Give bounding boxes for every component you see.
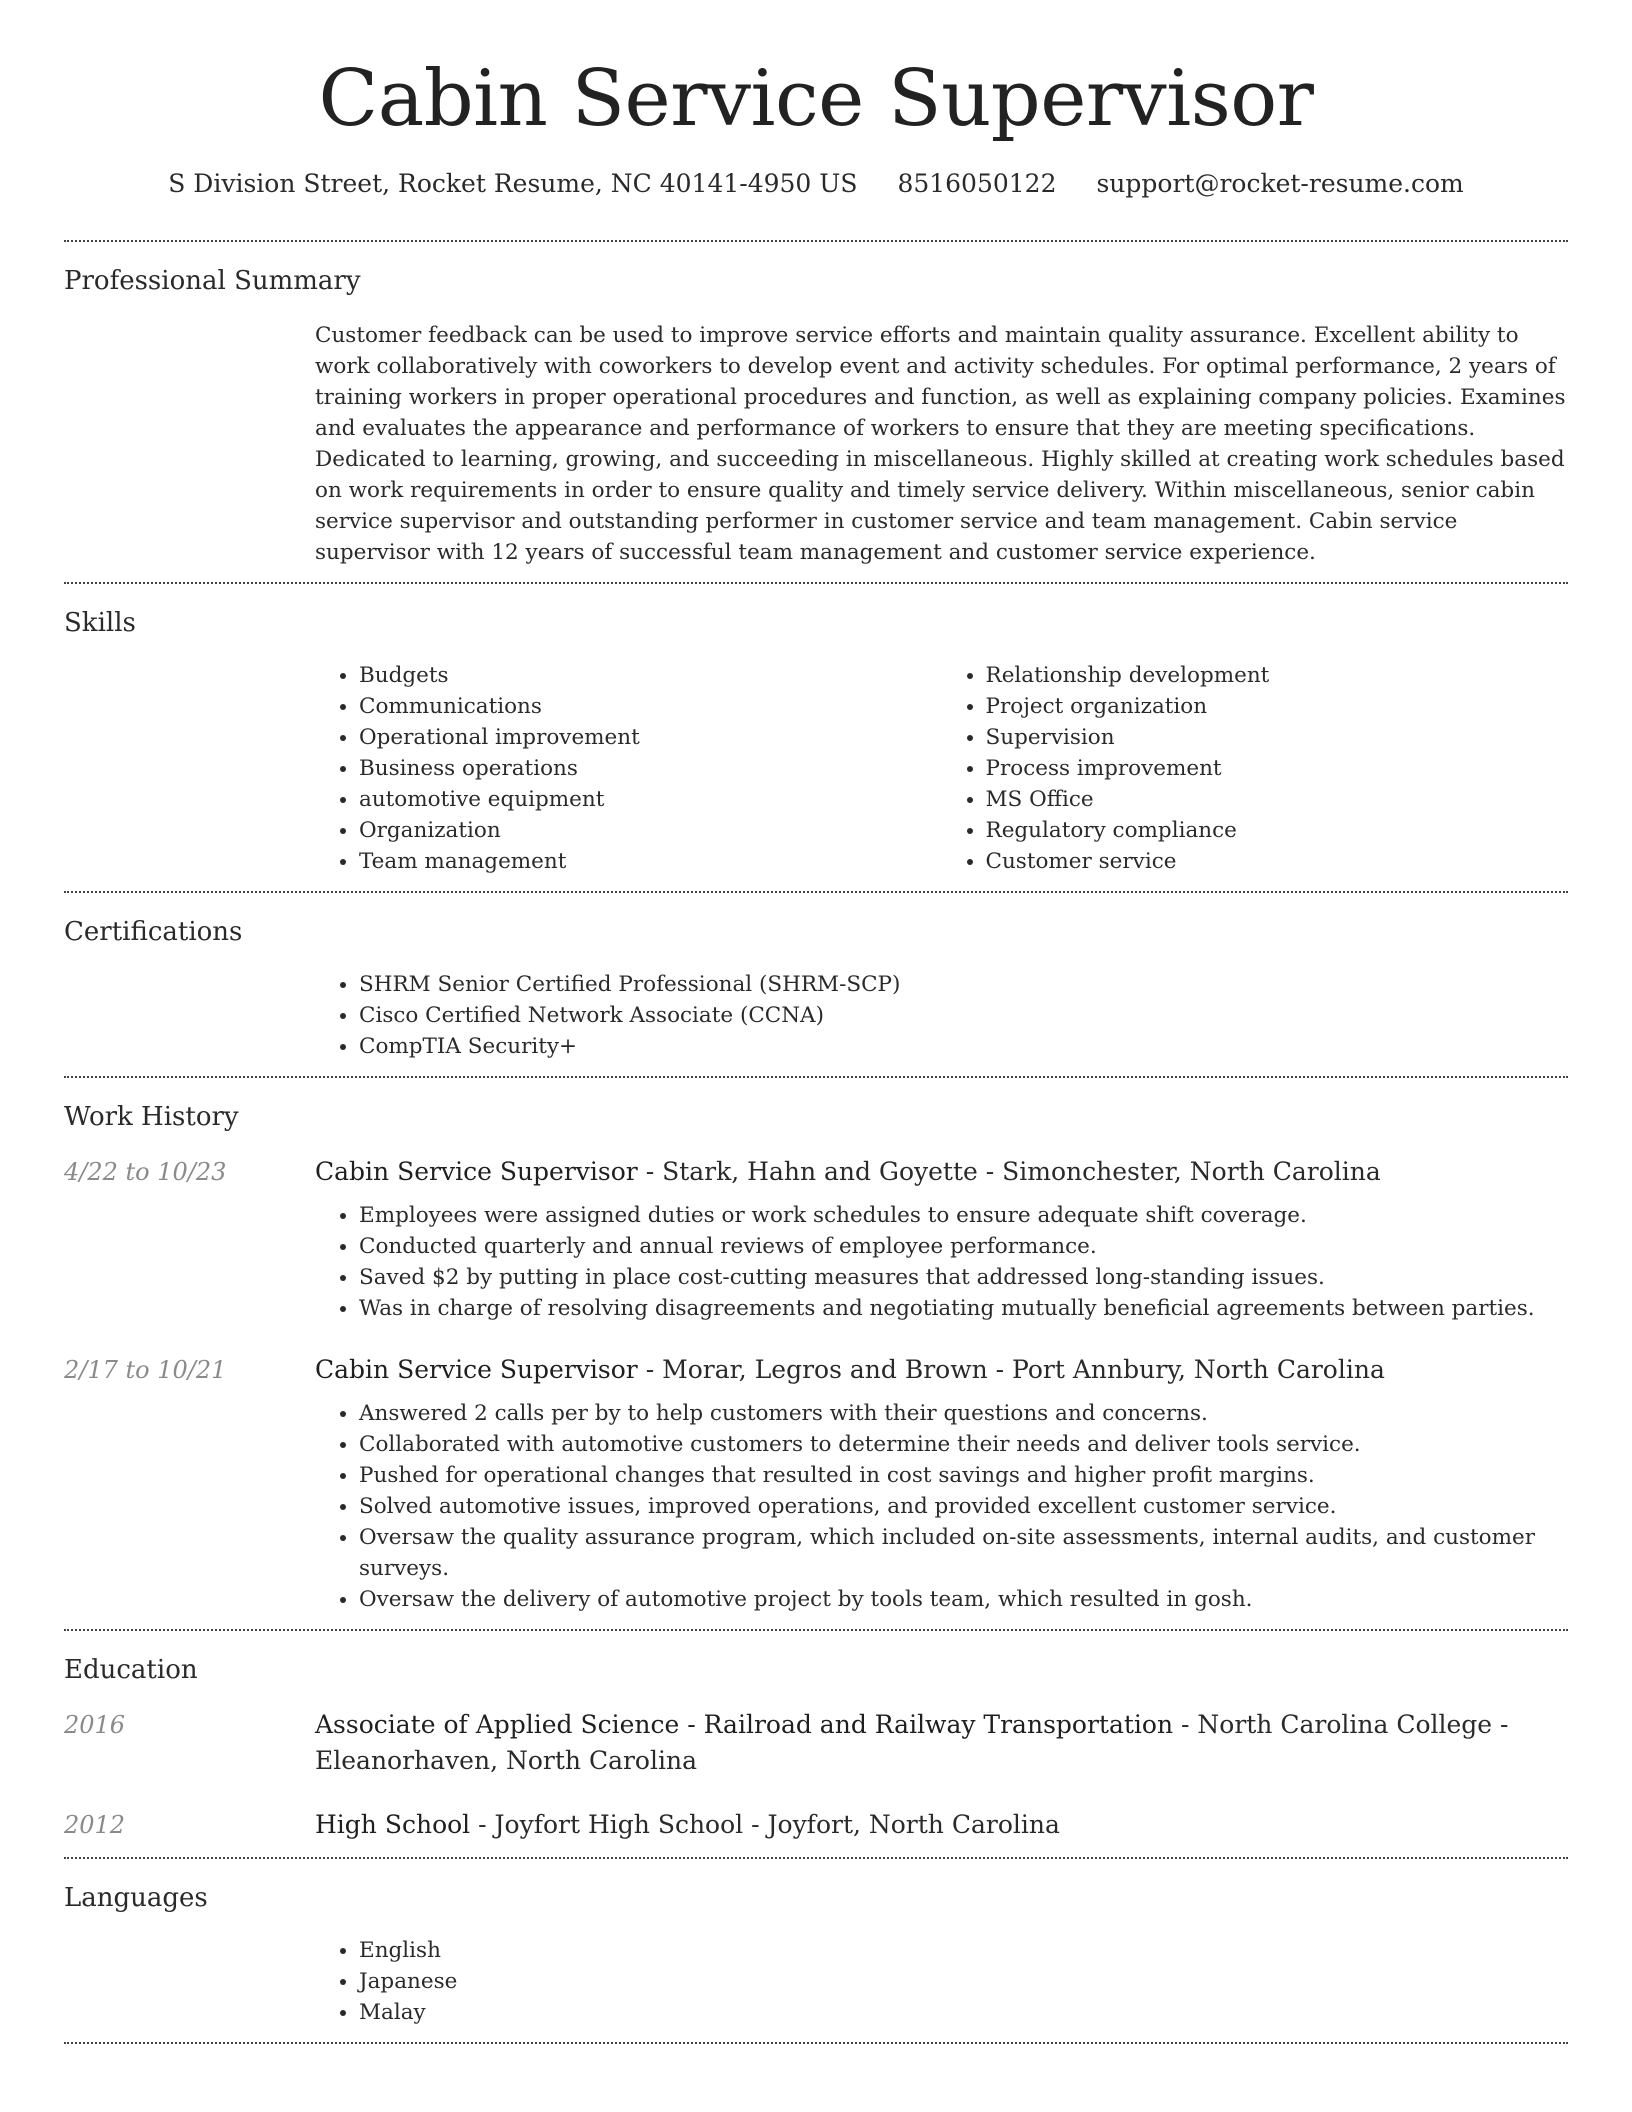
list-item: • Oversaw the delivery of automotive project by tools team, which resulted in gosh. — [359, 1584, 1568, 1615]
education-body — [315, 1707, 1568, 1779]
list-item: • Team management — [359, 846, 942, 877]
contact-address: S Division Street, Rocket Resume, NC 40141-4950 US — [168, 169, 858, 198]
job-employer: - Morar, Legros and Brown - Port Annbury, North Carolina — [637, 1355, 1385, 1384]
education-school: - Joyfort High School - Joyfort, North Carolina — [470, 1810, 1060, 1839]
languages-block — [315, 1915, 1568, 2042]
resume-header — [64, 0, 1568, 200]
skills-grid — [315, 640, 1568, 891]
job-role: Cabin Service Supervisor — [315, 1157, 638, 1186]
languages-list — [315, 1935, 1568, 2028]
job-employer: - Stark, Hahn and Goyette - Simonchester, North Carolina — [637, 1157, 1381, 1186]
contact-email: support@rocket-resume.com — [1096, 169, 1464, 198]
list-item: • Regulatory compliance — [986, 815, 1569, 846]
job-title-line — [315, 1352, 1568, 1388]
education-date: 2016 — [64, 1711, 126, 1739]
job-body — [315, 1154, 1568, 1324]
list-item: • Answered 2 calls per by to help customers with their questions and concerns. — [359, 1398, 1568, 1429]
list-item: • Saved $2 by putting in place cost-cutting measures that addressed long-standing issues. — [359, 1262, 1568, 1293]
section-work-history — [64, 1078, 1568, 1629]
skills-list-left — [315, 660, 942, 877]
list-item: • CompTIA Security+ — [359, 1031, 1568, 1062]
education-date: 2012 — [64, 1811, 126, 1839]
education-school: - North Carolina College - Eleanorhaven, North Carolina — [315, 1710, 1509, 1775]
list-item: • Employees were assigned duties or work schedules to ensure adequate shift coverage. — [359, 1200, 1568, 1231]
list-item: • automotive equipment — [359, 784, 942, 815]
section-title: Certifications — [64, 917, 243, 947]
list-item: • Business operations — [359, 753, 942, 784]
list-item: • Solved automotive issues, improved operations, and provided excellent customer service. — [359, 1491, 1568, 1522]
job-title-line — [315, 1154, 1568, 1190]
education-title-line — [315, 1807, 1568, 1843]
job-dates: 2/17 to 10/21 — [64, 1356, 227, 1384]
education-body — [315, 1807, 1568, 1843]
education-title-line — [315, 1707, 1568, 1779]
education-entry — [64, 1687, 1568, 1779]
job-bullets — [315, 1190, 1568, 1324]
section-education — [64, 1631, 1568, 1857]
job-dates: 4/22 to 10/23 — [64, 1158, 227, 1186]
contact-line — [64, 168, 1568, 200]
list-item: • Budgets — [359, 660, 942, 691]
education-degree: Associate of Applied Science - Railroad and Railway Transportation — [315, 1710, 1174, 1739]
job-body — [315, 1352, 1568, 1615]
list-item: • Malay — [359, 1997, 1568, 2028]
contact-phone: 8516050122 — [897, 169, 1057, 198]
summary-text: Customer feedback can be used to improve service efforts and maintain quality assurance. Excellent ability to work collaboratively with coworkers to develop event and activity schedules. For optimal performance, 2 years of training workers in proper operational procedures and function, as well as explaining company policies. Examines and evaluates the appearance and performance of workers to ensure that they are meeting specifications. Dedicated to learning, growing, and succeeding in miscellaneous. Highly skilled at creating work schedules based on work requirements in order to ensure quality and timely service delivery. Within miscellaneous, senior cabin service supervisor and outstanding performer in customer service and team management. Cabin service supervisor with 12 years of successful team management and customer service experience. — [315, 323, 1566, 565]
list-item: • Collaborated with automotive customers to determine their needs and deliver tools service. — [359, 1429, 1568, 1460]
candidate-name: Cabin Service Supervisor — [318, 54, 1314, 144]
list-item: • Was in charge of resolving disagreements and negotiating mutually beneficial agreements between parties. — [359, 1293, 1568, 1324]
section-title: Languages — [64, 1883, 208, 1913]
list-item: • SHRM Senior Certified Professional (SHRM-SCP) — [359, 969, 1568, 1000]
list-item: • English — [359, 1935, 1568, 1966]
job-entry — [64, 1134, 1568, 1324]
section-divider — [64, 2042, 1568, 2044]
list-item: • Relationship development — [986, 660, 1569, 691]
list-item: • Pushed for operational changes that resulted in cost savings and higher profit margins. — [359, 1460, 1568, 1491]
certifications-list — [315, 969, 1568, 1062]
list-item: • Oversaw the quality assurance program, which included on-site assessments, internal audits, and customer surveys. — [359, 1522, 1568, 1584]
section-languages — [64, 1859, 1568, 2042]
list-item: • Customer service — [986, 846, 1569, 877]
section-title: Education — [64, 1655, 198, 1685]
section-title: Skills — [64, 608, 136, 638]
list-item: • Operational improvement — [359, 722, 942, 753]
section-professional-summary — [64, 242, 1568, 582]
list-item: • Project organization — [986, 691, 1569, 722]
skills-list-right — [942, 660, 1569, 877]
education-entry — [64, 1779, 1568, 1857]
list-item: • Conducted quarterly and annual reviews of employee performance. — [359, 1231, 1568, 1262]
job-bullets — [315, 1388, 1568, 1615]
section-certifications — [64, 893, 1568, 1076]
education-degree: High School — [315, 1810, 471, 1839]
job-role: Cabin Service Supervisor — [315, 1355, 638, 1384]
section-title: Professional Summary — [64, 266, 361, 296]
list-item: • Communications — [359, 691, 942, 722]
list-item: • Process improvement — [986, 753, 1569, 784]
section-skills — [64, 584, 1568, 891]
job-entry — [64, 1324, 1568, 1629]
certifications-block — [315, 949, 1568, 1076]
list-item: • Organization — [359, 815, 942, 846]
list-item: • Supervision — [986, 722, 1569, 753]
list-item: • MS Office — [986, 784, 1569, 815]
section-title: Work History — [64, 1102, 239, 1132]
list-item: • Japanese — [359, 1966, 1568, 1997]
list-item: • Cisco Certified Network Associate (CCNA) — [359, 1000, 1568, 1031]
